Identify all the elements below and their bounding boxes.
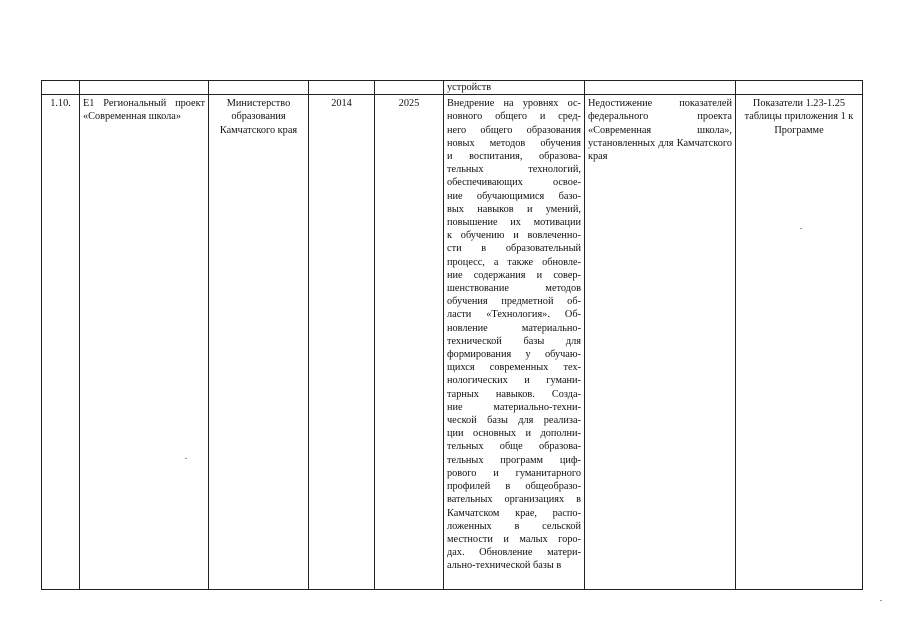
result-line: новного общего и сред- xyxy=(447,111,581,123)
result-line: обеспечивающих освое- xyxy=(447,177,581,189)
result-line: ние обучающимися базо- xyxy=(447,190,581,202)
result-line: повышение их мотивации xyxy=(447,217,581,229)
result-line: нологических и гумани- xyxy=(447,375,581,387)
result-line: тельных технологий, xyxy=(447,164,581,176)
scan-speck xyxy=(185,458,187,459)
result-line: процесс, а также обновле- xyxy=(447,256,581,268)
result-line: вательных организациях в xyxy=(447,494,581,506)
expected-result xyxy=(444,95,585,590)
result-line: ческой базы для реализа- xyxy=(447,415,581,427)
result-line: формирования у обучаю- xyxy=(447,349,581,361)
cell-empty xyxy=(309,81,375,95)
result-line: ние материально-техни- xyxy=(447,401,581,413)
cell-empty xyxy=(80,81,209,95)
cell-empty xyxy=(736,81,863,95)
consequence: Недостижение показателей федерального проекта «Современная школа», установленных для Камчатского края xyxy=(585,95,736,590)
result-line: ложенных в сельской xyxy=(447,520,581,532)
result-line: тельных обще образова- xyxy=(447,441,581,453)
table-row-continuation xyxy=(42,81,863,95)
result-line: сти в образовательный xyxy=(447,243,581,255)
end-year: 2025 xyxy=(375,95,444,590)
row-number: 1.10. xyxy=(42,95,80,590)
scan-speck xyxy=(880,600,882,601)
result-line: него общего образования xyxy=(447,124,581,136)
result-line: рового и гуманитарного xyxy=(447,467,581,479)
result-line: щихся современных тех- xyxy=(447,362,581,374)
result-line: дах. Обновление матери- xyxy=(447,547,581,559)
result-line: шенствование методов xyxy=(447,283,581,295)
result-line: Камчатском крае, распо- xyxy=(447,507,581,519)
table-row xyxy=(42,95,863,590)
result-line: ции основных и дополни- xyxy=(447,428,581,440)
indicators: Показатели 1.23-1.25 таблицы приложения 1 к Программе xyxy=(736,95,863,590)
result-line: ние содержания и совер- xyxy=(447,269,581,281)
project-name: Е1 Региональный проект «Современная школа» xyxy=(80,95,209,590)
start-year: 2014 xyxy=(309,95,375,590)
cell-empty xyxy=(209,81,309,95)
executor: Министерство образования Камчатского края xyxy=(209,95,309,590)
result-line: профилей в общеобразо- xyxy=(447,481,581,493)
result-line: новых методов обучения xyxy=(447,137,581,149)
program-table xyxy=(41,80,863,590)
result-line: новление материально- xyxy=(447,322,581,334)
result-line: обучения предметной об- xyxy=(447,296,581,308)
result-line: ласти «Технология». Об- xyxy=(447,309,581,321)
cell-empty xyxy=(585,81,736,95)
scan-speck xyxy=(800,228,802,229)
result-line: тельных программ циф- xyxy=(447,454,581,466)
cell-empty xyxy=(375,81,444,95)
result-line: технической базы для xyxy=(447,335,581,347)
cell-continuation-text: устройств xyxy=(444,81,585,95)
result-line: тарных навыков. Созда- xyxy=(447,388,581,400)
result-line: к обучению и вовлеченно- xyxy=(447,230,581,242)
result-line: вых навыков и умений, xyxy=(447,203,581,215)
result-line: Внедрение на уровнях ос- xyxy=(447,98,581,110)
cell-empty xyxy=(42,81,80,95)
result-line: и воспитания, образова- xyxy=(447,151,581,163)
result-line: ально-технической базы в xyxy=(447,560,562,572)
result-line: местности и малых горо- xyxy=(447,533,581,545)
